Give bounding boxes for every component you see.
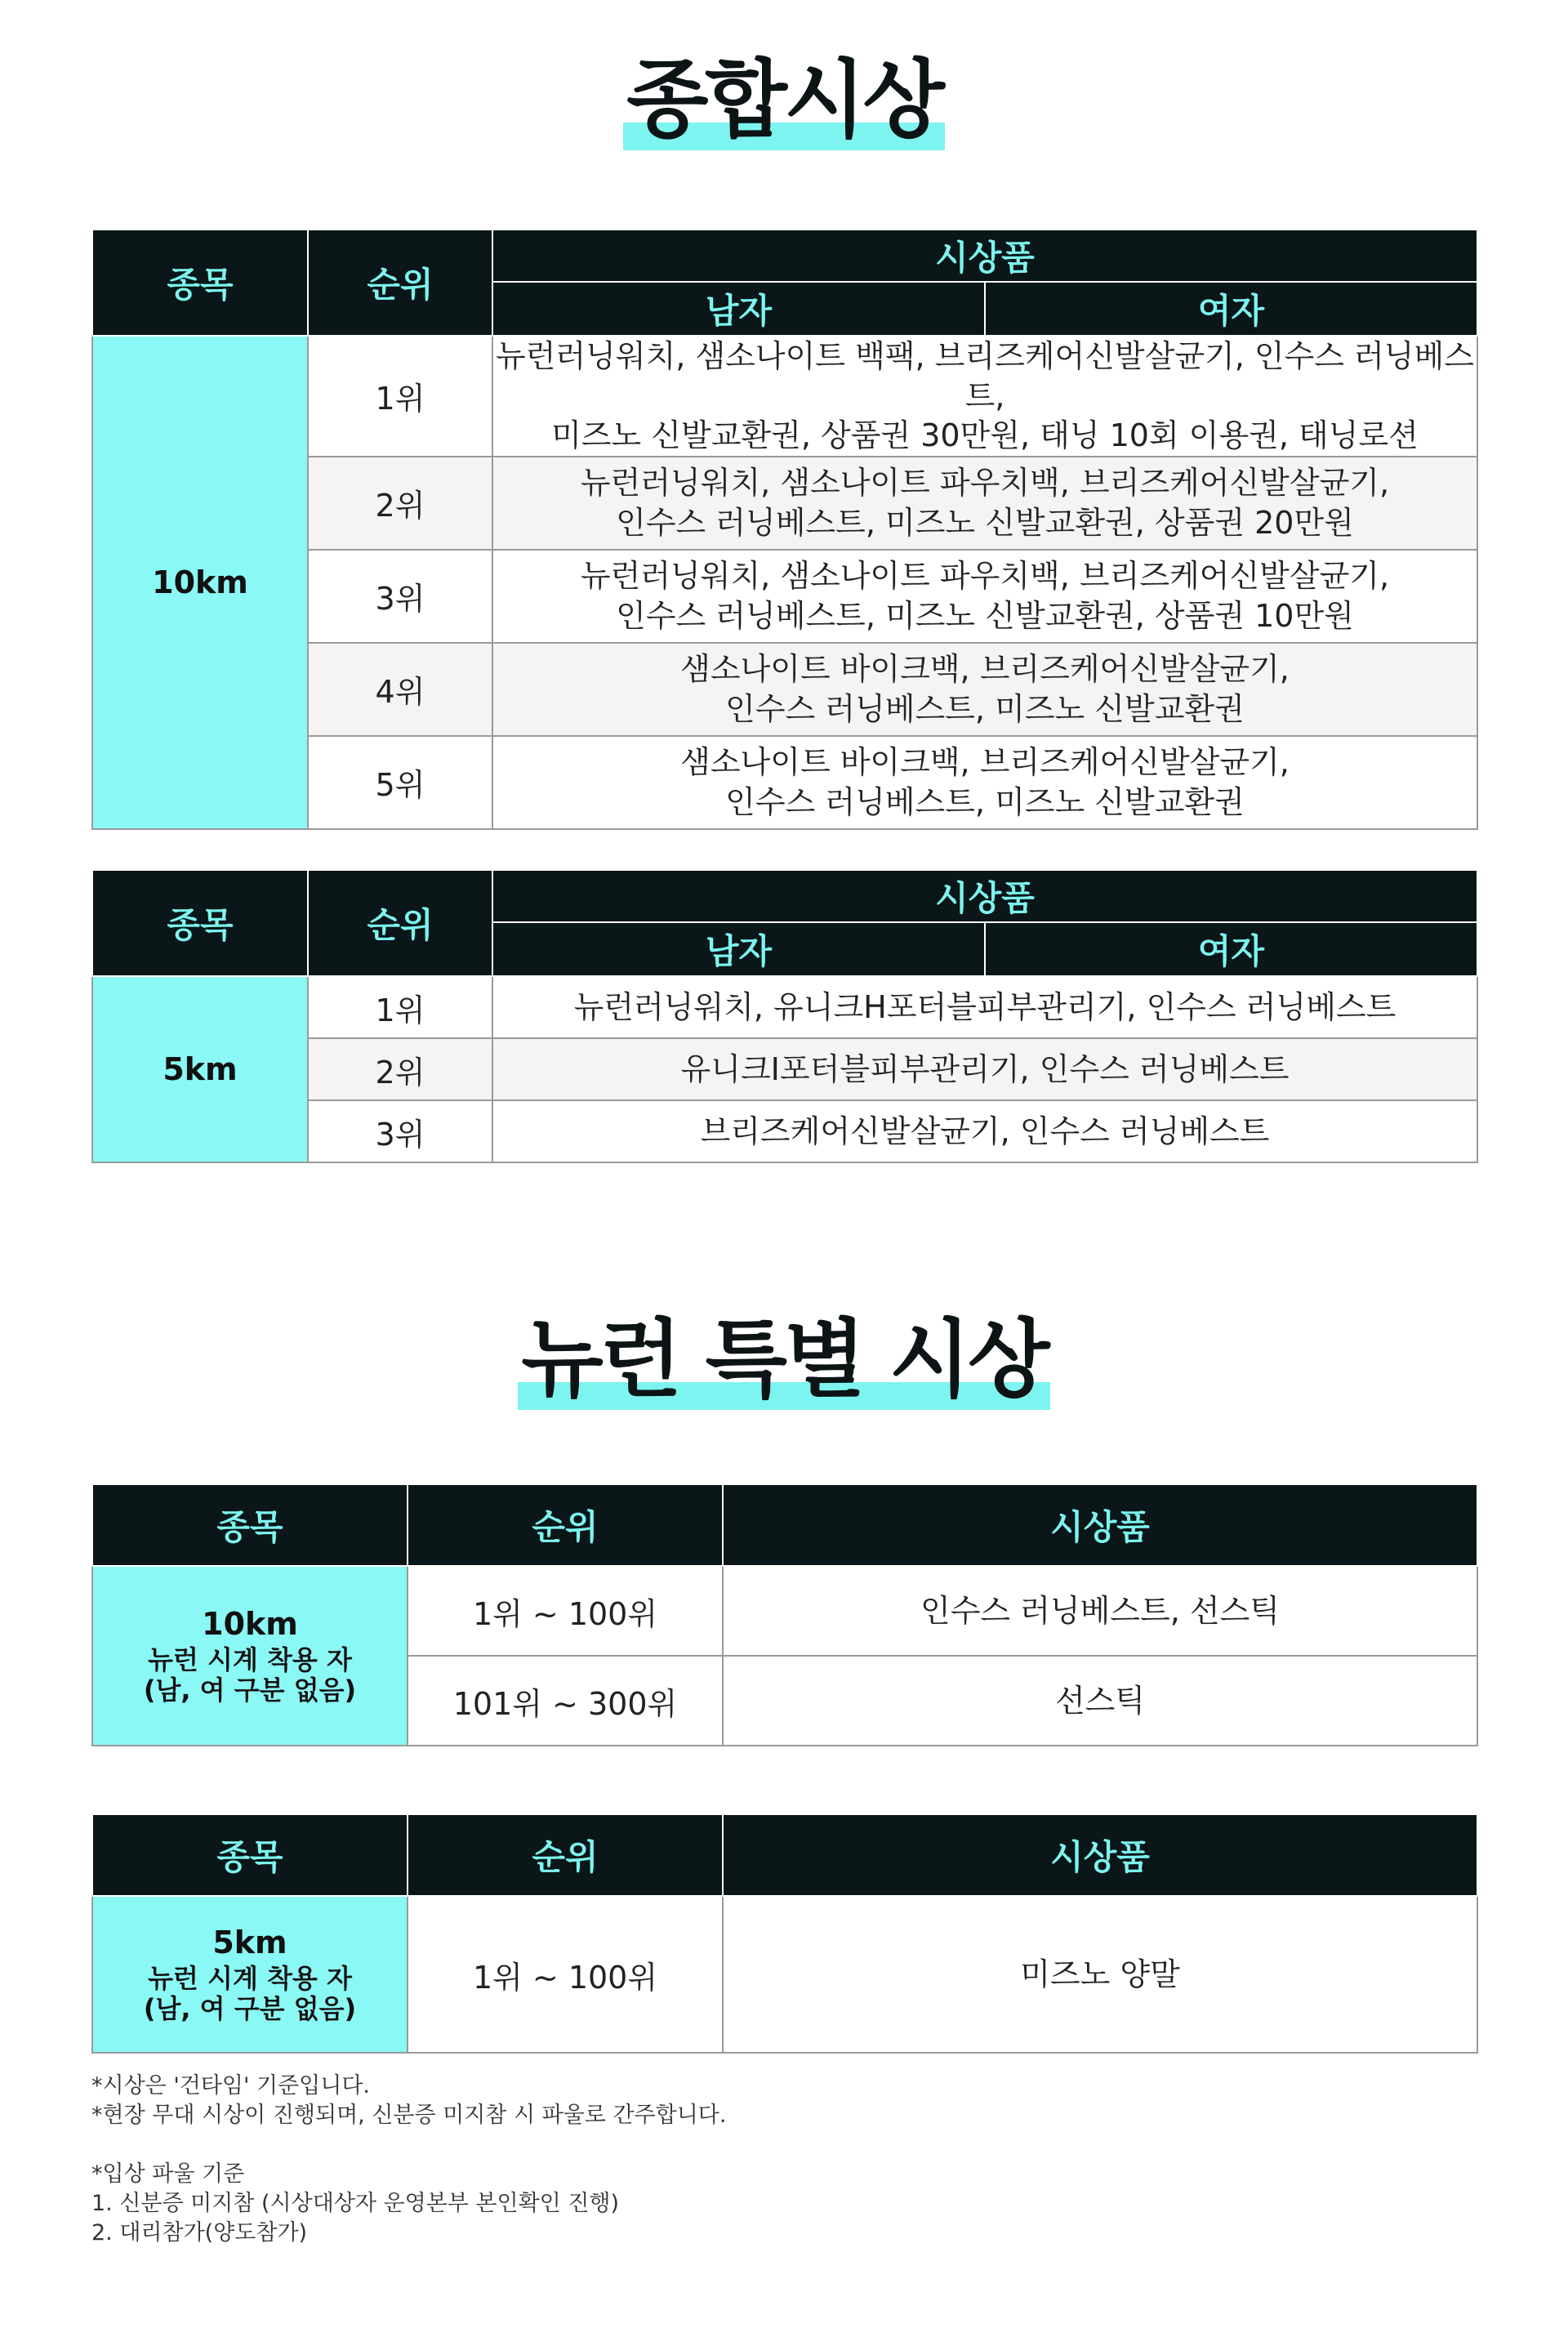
- header-event: 종목: [92, 1484, 408, 1566]
- rank-cell: 1위: [308, 976, 492, 1038]
- section1-title-wrap: [0, 50, 1568, 149]
- rank-cell: 101위 ~ 300위: [408, 1656, 723, 1746]
- header-men: 남자: [492, 922, 985, 976]
- prize-cell: 뉴런러닝워치, 샘소나이트 파우치백, 브리즈케어신발살균기, 인수스 러닝베스트, 미즈노 신발교환권, 상품권 10만원: [492, 550, 1477, 643]
- rank-cell: 1위 ~ 100위: [408, 1896, 723, 2053]
- note-line: *입상 파울 기준: [91, 2161, 245, 2187]
- prize-cell: 뉴런러닝워치, 샘소나이트 파우치백, 브리즈케어신발살균기, 인수스 러닝베스트, 미즈노 신발교환권, 상품권 20만원: [492, 457, 1477, 550]
- section1-title: 종합시상: [623, 57, 945, 142]
- special-10km-table: [91, 1483, 1478, 1746]
- special-5km-table: [91, 1813, 1478, 2054]
- header-rank: 순위: [308, 230, 492, 336]
- header-prize: 시상품: [492, 870, 1477, 922]
- category-10km-special: 10km 뉴런 시계 착용 자 (남, 여 구분 없음): [92, 1566, 408, 1746]
- note-line: *시상은 '건타임' 기준입니다.: [91, 2073, 370, 2098]
- header-men: 남자: [492, 282, 985, 336]
- section2-title-wrap: [0, 1309, 1568, 1409]
- prize-cell: 샘소나이트 바이크백, 브리즈케어신발살균기, 인수스 러닝베스트, 미즈노 신발교환권: [492, 736, 1477, 829]
- rank-cell: 1위: [308, 336, 492, 457]
- header-prize: 시상품: [492, 230, 1477, 282]
- prize-cell: 뉴런러닝워치, 유니크H포터블피부관리기, 인수스 러닝베스트: [492, 976, 1477, 1038]
- rank-cell: 2위: [308, 1038, 492, 1100]
- rank-cell: 3위: [308, 1100, 492, 1162]
- table-row: [92, 1566, 1477, 1656]
- rank-cell: 4위: [308, 643, 492, 736]
- footnotes: [91, 2072, 726, 2248]
- rank-cell: 5위: [308, 736, 492, 829]
- note-line: *현장 무대 시상이 진행되며, 신분증 미지참 시 파울로 간주합니다.: [91, 2103, 727, 2128]
- table-row: [92, 1896, 1477, 2053]
- header-women: 여자: [985, 282, 1477, 336]
- note-line: 2. 대리참가(양도참가): [91, 2220, 308, 2246]
- header-event: 종목: [92, 1814, 408, 1896]
- header-women: 여자: [985, 922, 1477, 976]
- header-event: 종목: [92, 230, 308, 336]
- overall-10km-table: [91, 229, 1478, 830]
- category-10km: 10km: [92, 336, 308, 829]
- prize-cell: 미즈노 양말: [723, 1896, 1477, 2053]
- table-row: [92, 336, 1477, 457]
- prize-cell: 브리즈케어신발살균기, 인수스 러닝베스트: [492, 1100, 1477, 1162]
- prize-cell: 선스틱: [723, 1656, 1477, 1746]
- prize-cell: 샘소나이트 바이크백, 브리즈케어신발살균기, 인수스 러닝베스트, 미즈노 신발교환권: [492, 643, 1477, 736]
- header-prize: 시상품: [723, 1484, 1477, 1566]
- header-event: 종목: [92, 870, 308, 976]
- prize-cell: 인수스 러닝베스트, 선스틱: [723, 1566, 1477, 1656]
- table-row: [92, 976, 1477, 1038]
- section2-title: 뉴런 특별 시상: [518, 1317, 1049, 1402]
- note-line: 1. 신분증 미지참 (시상대상자 운영본부 본인확인 진행): [91, 2191, 620, 2216]
- category-5km: 5km: [92, 976, 308, 1162]
- rank-cell: 3위: [308, 550, 492, 643]
- prize-cell: 유니크I포터블피부관리기, 인수스 러닝베스트: [492, 1038, 1477, 1100]
- header-rank: 순위: [408, 1484, 723, 1566]
- prize-cell: 뉴런러닝워치, 샘소나이트 백팩, 브리즈케어신발살균기, 인수스 러닝베스트, 미즈노 신발교환권, 상품권 30만원, 태닝 10회 이용권, 태닝로션: [492, 336, 1477, 457]
- header-rank: 순위: [308, 870, 492, 976]
- header-prize: 시상품: [723, 1814, 1477, 1896]
- overall-5km-table: [91, 869, 1478, 1163]
- category-5km-special: 5km 뉴런 시계 착용 자 (남, 여 구분 없음): [92, 1896, 408, 2053]
- rank-cell: 1위 ~ 100위: [408, 1566, 723, 1656]
- header-rank: 순위: [408, 1814, 723, 1896]
- rank-cell: 2위: [308, 457, 492, 550]
